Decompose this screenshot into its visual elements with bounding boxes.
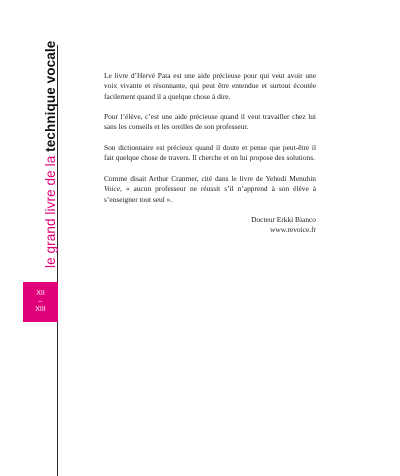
- page-number-right: XIII: [35, 306, 46, 313]
- paragraph: Le livre d’Hervé Pata est une aide précieuse pour qui veut avoir une voix vivante et résonnante, qui peut être entendue et surtout écoutée facilement quand il a quelque chose à dire.: [104, 71, 316, 101]
- paragraph: Son dictionnaire est précieux quand il doute et pense que peut-être il fait quelque chose de travers. Il cherche et on lui propose des solutions.: [104, 143, 316, 163]
- signature: [104, 215, 316, 236]
- preface-text: [104, 71, 316, 236]
- paragraph: Pour l’élève, c’est une aide précieuse quand il veut travailler chez lui sans les conseils et les oreilles de son professeur.: [104, 112, 316, 132]
- book-title-bold: technique vocale: [43, 40, 58, 152]
- page-number-tab: [23, 282, 58, 322]
- page-number-separator: –: [38, 298, 43, 305]
- book-title-vertical: [44, 41, 58, 268]
- page-number-left: XII: [36, 290, 45, 297]
- quote-intro: Comme disait Arthur Cranmer, cité dans le livre de Yehudi Menuhin: [104, 173, 316, 183]
- author-name: Docteur Erkki Bianco: [251, 215, 316, 225]
- book-title-light: le grand livre de la: [43, 151, 58, 268]
- author-website: www.revoice.fr: [270, 225, 316, 235]
- quote-text: , « aucun professeur ne réussit s’il n’apprend à son élève à s’enseigner tout seul ».: [104, 184, 316, 204]
- book-title-voice: Voice: [104, 184, 121, 194]
- paragraph-quote: [104, 174, 316, 205]
